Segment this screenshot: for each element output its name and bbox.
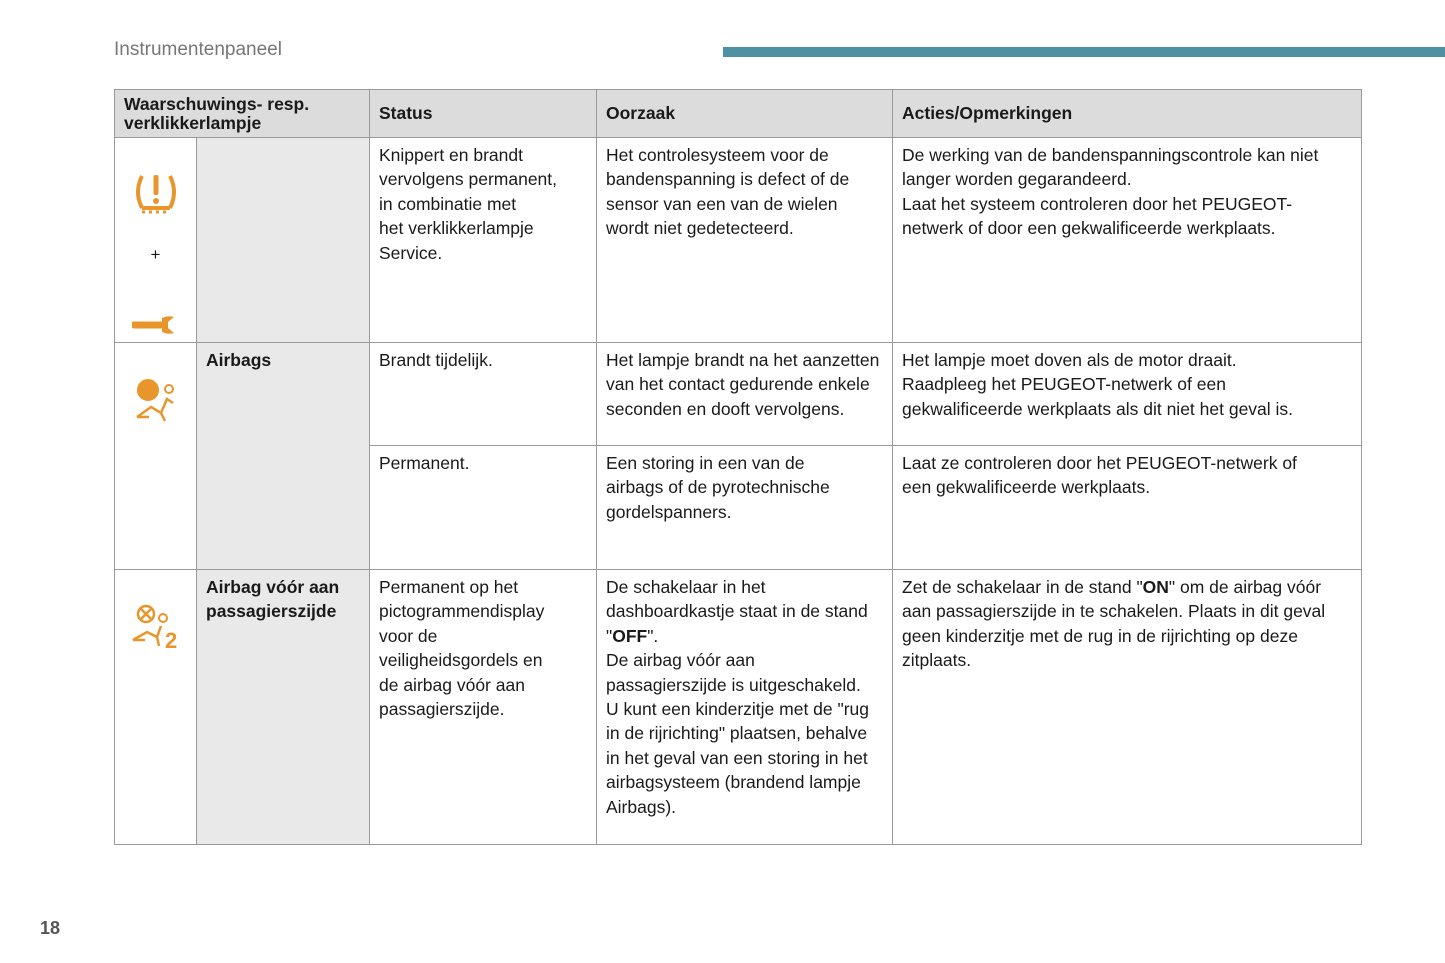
cause-text: Een storing in een van de airbags of de pyrotechnische gordelspanners. xyxy=(597,446,893,570)
status-text: Permanent op het pictogrammendisplay voor de veiligheidsgordels en de airbag vóór aan passagierszijde. xyxy=(370,570,597,845)
airbag-icon xyxy=(131,377,181,423)
cause-text-part: De schakelaar in het dashboardkastje staat in de stand " xyxy=(606,577,868,646)
lamp-name xyxy=(197,138,370,343)
on-label: ON xyxy=(1142,577,1169,598)
action-text: De werking van de bandenspanningscontrole kan niet langer worden gegarandeerd. Laat het systeem controleren door het PEUGEOT- netwerk of door een gekwalificeerde werkplaats. xyxy=(893,138,1362,343)
wrench-icon xyxy=(132,314,180,336)
status-text: Permanent. xyxy=(370,446,597,570)
table-header xyxy=(115,90,1362,138)
section-title: Instrumentenpaneel xyxy=(114,39,282,60)
lamp-name: Airbags xyxy=(197,343,370,570)
off-label: OFF xyxy=(612,625,648,646)
section-bar xyxy=(723,47,1445,57)
header-lamp: Waarschuwings- resp. verklikkerlampje xyxy=(115,90,370,138)
action-text-part: " om de airbag vóór aan passagierszijde in te schakelen. Plaats in dit geval geen kinderzitje met de rug in de rijrichting op deze zitplaats. xyxy=(902,577,1326,671)
table-row xyxy=(115,570,1362,845)
header-status: Status xyxy=(370,90,597,138)
table-row xyxy=(115,343,1362,446)
svg-text:2: 2 xyxy=(164,628,177,651)
plus-sign: + xyxy=(150,244,161,264)
action-text: Het lampje moet doven als de motor draait. Raadpleeg het PEUGEOT-netwerk of een gekwalificeerde werkplaats als dit niet het geval is. xyxy=(893,343,1362,446)
icon-cell xyxy=(115,343,197,570)
cause-text: Het lampje brandt na het aanzetten van het contact gedurende enkele seconden en dooft vervolgens. xyxy=(597,343,893,446)
table-row xyxy=(115,138,1362,343)
cause-text-part: ". De airbag vóór aan passagierszijde is uitgeschakeld. U kunt een kinderzitje met de "rug in de rijrichting" plaatsen, behalve in het geval van een storing in het airbagsysteem (brandend lampje Airbags). xyxy=(606,625,870,817)
header-cause: Oorzaak xyxy=(597,90,893,138)
page-number: 18 xyxy=(40,918,61,938)
warning-lights-table xyxy=(114,89,1362,845)
cause-text xyxy=(597,570,893,845)
action-text: Laat ze controleren door het PEUGEOT-netwerk of een gekwalificeerde werkplaats. xyxy=(893,446,1362,570)
status-text: Brandt tijdelijk. xyxy=(370,343,597,446)
status-text: Knippert en brandt vervolgens permanent, in combinatie met het verklikkerlampje Service. xyxy=(370,138,597,343)
action-text xyxy=(893,570,1362,845)
icon-cell xyxy=(115,138,197,343)
icon-cell xyxy=(115,570,197,845)
header-actions: Acties/Opmerkingen xyxy=(893,90,1362,138)
tyre-pressure-icon xyxy=(132,172,180,218)
action-text-part: Zet de schakelaar in de stand " xyxy=(902,577,1143,598)
lamp-name: Airbag vóór aan passagierszijde xyxy=(197,570,370,845)
cause-text: Het controlesysteem voor de bandenspanning is defect of de sensor van een van de wielen wordt niet gedetecteerd. xyxy=(597,138,893,343)
passenger-airbag-off-icon xyxy=(129,604,183,650)
